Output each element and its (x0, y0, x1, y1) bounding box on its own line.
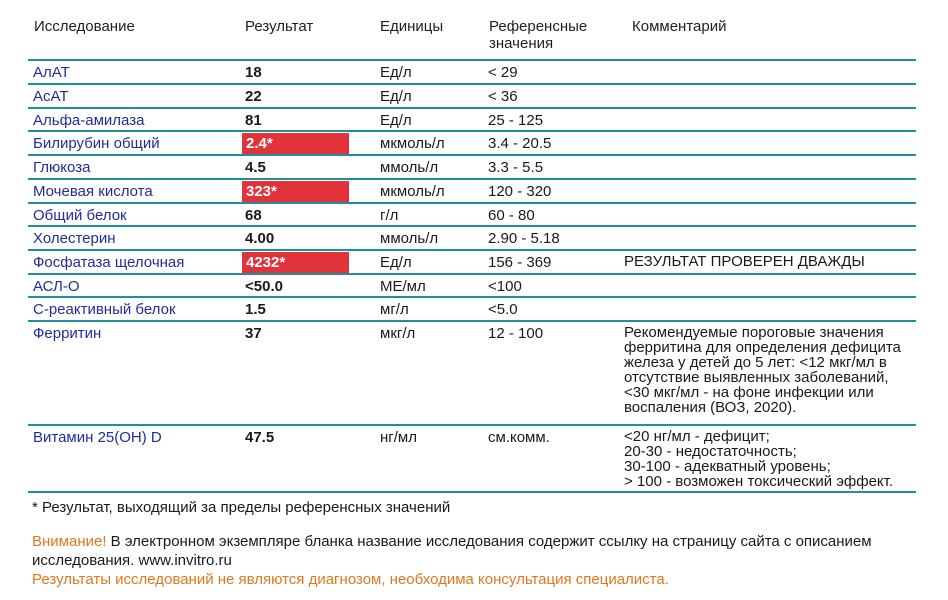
table-bottom-rule (28, 491, 916, 493)
units-value: Ед/л (380, 112, 412, 129)
test-name-link[interactable]: Глюкоза (33, 159, 91, 176)
reference-range: < 29 (488, 64, 518, 81)
result-value-flagged: 323* (242, 181, 349, 202)
column-header-comment: Комментарий (632, 18, 727, 35)
row-divider (28, 273, 916, 275)
reference-range: 156 - 369 (488, 254, 552, 271)
reference-range: 3.3 - 5.5 (488, 159, 544, 176)
disclaimer: Результаты исследований не являются диагнозом, необходима консультация специалиста. (32, 571, 669, 588)
units-value: г/л (380, 207, 399, 224)
units-value: Ед/л (380, 254, 412, 271)
notice-label: Внимание! (32, 533, 107, 550)
test-name-link[interactable]: Витамин 25(OH) D (33, 429, 162, 446)
units-value: МЕ/мл (380, 278, 426, 295)
test-name-link[interactable]: Альфа-амилаза (33, 112, 145, 129)
comment-text: РЕЗУЛЬТАТ ПРОВЕРЕН ДВАЖДЫ (624, 253, 865, 270)
reference-range: 25 - 125 (488, 112, 544, 129)
test-name-link[interactable]: АСЛ-О (33, 278, 80, 295)
reference-range: < 36 (488, 88, 518, 105)
result-value: 22 (245, 88, 262, 105)
column-header-test: Исследование (34, 18, 135, 35)
row-divider (28, 83, 916, 85)
units-value: ммоль/л (380, 159, 439, 176)
footnote: * Результат, выходящий за пределы референсных значений (32, 499, 451, 516)
notice-line-2: исследования. www.invitro.ru (32, 552, 232, 569)
column-header-result: Результат (245, 18, 314, 35)
reference-range: 3.4 - 20.5 (488, 135, 552, 152)
row-divider (28, 320, 916, 322)
row-divider (28, 202, 916, 204)
reference-range: <100 (488, 278, 522, 295)
row-divider (28, 178, 916, 180)
units-value: мкг/л (380, 325, 416, 342)
notice-text: В электронном экземпляре бланка название исследования содержит ссылку на страницу сайта с описанием (106, 533, 872, 550)
units-value: Ед/л (380, 64, 412, 81)
units-value: мкмоль/л (380, 135, 445, 152)
test-name-link[interactable]: Билирубин общий (33, 135, 160, 152)
test-name-link[interactable]: Мочевая кислота (33, 183, 153, 200)
units-value: ммоль/л (380, 230, 439, 247)
result-value: 68 (245, 207, 262, 224)
test-name-link[interactable]: Холестерин (33, 230, 116, 247)
result-value: 47.5 (245, 429, 275, 446)
test-name-link[interactable]: Фосфатаза щелочная (33, 254, 185, 271)
reference-range: <5.0 (488, 301, 518, 318)
reference-range: 2.90 - 5.18 (488, 230, 560, 247)
row-divider (28, 107, 916, 109)
test-name-link[interactable]: Общий белок (33, 207, 127, 224)
reference-range: 60 - 80 (488, 207, 535, 224)
row-divider (28, 225, 916, 227)
test-name-link[interactable]: АсАТ (33, 88, 69, 105)
result-value-flagged: 2.4* (242, 133, 349, 154)
comment-text: <20 нг/мл - дефицит; 20-30 - недостаточность; 30-100 - адекватный уровень; > 100 - возможен токсический эффект. (624, 428, 894, 490)
notice-line (32, 533, 872, 551)
test-name-link[interactable]: АлАТ (33, 64, 70, 81)
reference-range: 12 - 100 (488, 325, 544, 342)
result-value: 1.5 (245, 301, 266, 318)
result-value: 4.5 (245, 159, 266, 176)
comment-text: Рекомендуемые пороговые значения ферритина для определения дефицита железа у детей до 5 лет: <12 мкг/мл в отсутствие выявленных заболеваний, <30 мкг/мл - на фоне инфекции или воспаления (ВОЗ, 2020). (624, 324, 901, 416)
reference-range: 120 - 320 (488, 183, 552, 200)
units-value: нг/мл (380, 429, 417, 446)
result-value: 18 (245, 64, 262, 81)
result-value: 4.00 (245, 230, 275, 247)
row-divider (28, 130, 916, 132)
test-name-link[interactable]: С-реактивный белок (33, 301, 176, 318)
row-divider (28, 59, 916, 61)
units-value: Ед/л (380, 88, 412, 105)
row-divider (28, 154, 916, 156)
table-header (0, 0, 948, 60)
result-value-flagged: 4232* (242, 252, 349, 273)
row-divider (28, 424, 916, 426)
result-value: 37 (245, 325, 262, 342)
column-header-units: Единицы (380, 18, 444, 35)
row-divider (28, 249, 916, 251)
units-value: мкмоль/л (380, 183, 445, 200)
result-value: <50.0 (245, 278, 283, 295)
units-value: мг/л (380, 301, 409, 318)
result-value: 81 (245, 112, 262, 129)
row-divider (28, 296, 916, 298)
test-name-link[interactable]: Ферритин (33, 325, 102, 342)
column-header-reference: Референсные значения (489, 18, 588, 52)
reference-range: см.комм. (488, 429, 550, 446)
